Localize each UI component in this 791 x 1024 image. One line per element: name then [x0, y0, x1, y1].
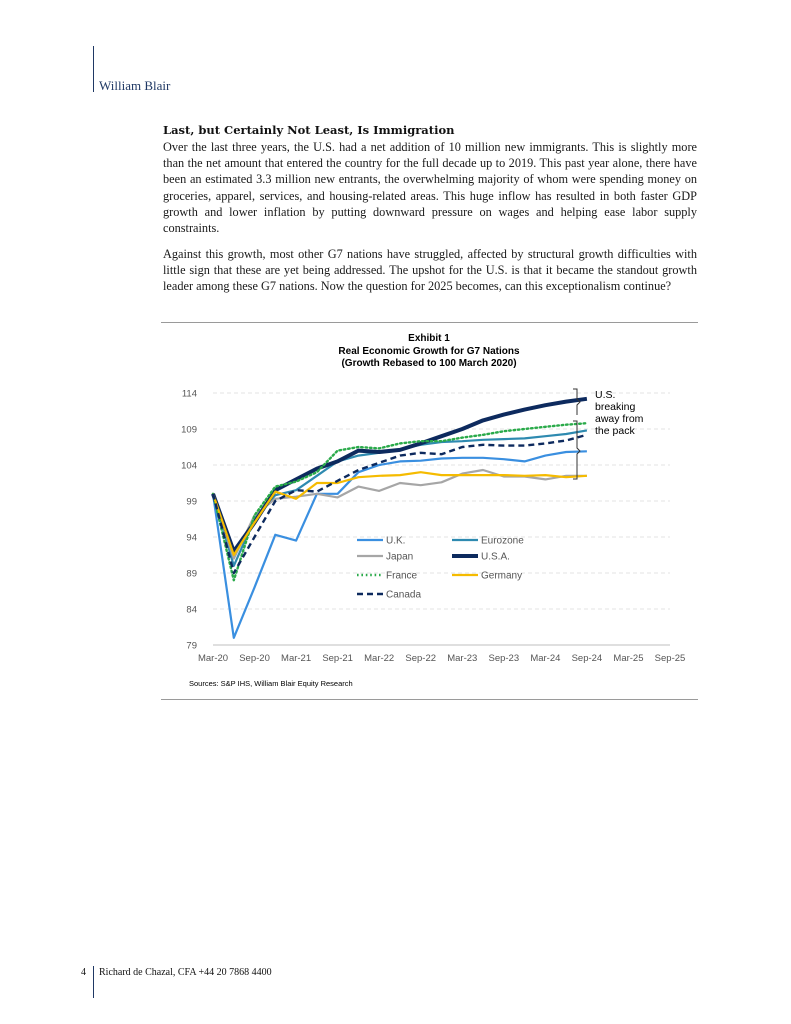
- y-tick-label: 89: [186, 568, 197, 580]
- x-tick-label: Sep-20: [239, 653, 270, 664]
- x-tick-label: Mar-24: [530, 653, 561, 664]
- x-tick-label: Mar-22: [364, 653, 395, 664]
- brand-name: William Blair: [99, 78, 171, 93]
- legend-label: France: [386, 570, 418, 582]
- x-tick-label: Sep-22: [405, 653, 437, 664]
- x-tick-label: Sep-23: [488, 653, 520, 664]
- exhibit-chart: [161, 323, 698, 698]
- annotation-line-3: away from: [595, 413, 644, 425]
- y-tick-label: 104: [181, 460, 197, 472]
- exhibit-bottom-rule: [161, 699, 698, 700]
- x-tick-label: Sep-25: [654, 653, 686, 664]
- annotation-bracket-bottom: [573, 421, 580, 479]
- y-tick-label: 114: [181, 388, 197, 400]
- legend-label: Canada: [386, 589, 422, 601]
- y-tick-label: 79: [186, 640, 197, 652]
- y-tick-label: 84: [186, 604, 197, 616]
- y-tick-label: 99: [186, 496, 197, 508]
- header-rule: [93, 46, 94, 92]
- page-number: 4: [81, 967, 86, 978]
- x-tick-label: Mar-21: [281, 653, 312, 664]
- y-tick-label: 94: [186, 532, 197, 544]
- paragraph-2: Against this growth, most other G7 nations have struggled, affected by structural growth difficulties with little sign that these are yet being addressed. The upshot for the U.S. is that it became the standout growth leader among these G7 nations. Now the question for 2025 becomes, can this exceptionalism continue?: [163, 247, 697, 294]
- annotation-line-2: breaking: [595, 401, 636, 413]
- chart-subtitle: (Growth Rebased to 100 March 2020): [341, 358, 517, 369]
- legend-label: U.S.A.: [481, 551, 510, 563]
- paragraph-1: Over the last three years, the U.S. had a net addition of 10 million new immigrants. This is slightly more than the net amount that entered the country for the full decade up to 2019. This past year alone, there have been an estimated 3.3 million new entrants, the overwhelming majority of whom were spending money on groceries, apparel, services, and housing-related areas. This huge inflow has resulted in both faster GDP growth and lower inflation by putting downward pressure on wages and helping ease labor supply constraints.: [163, 140, 697, 236]
- x-tick-label: Mar-23: [447, 653, 478, 664]
- y-tick-label: 109: [181, 424, 197, 436]
- legend-label: Germany: [481, 570, 523, 582]
- author-line: Richard de Chazal, CFA +44 20 7868 4400: [99, 967, 272, 978]
- section-title: Last, but Certainly Not Least, Is Immigration: [163, 123, 455, 137]
- x-tick-label: Mar-20: [197, 653, 229, 664]
- exhibit-label: Exhibit 1: [408, 333, 450, 344]
- legend-label: Japan: [386, 551, 414, 563]
- legend-label: U.K.: [386, 535, 406, 547]
- legend-label: Eurozone: [481, 535, 524, 547]
- x-tick-label: Sep-24: [571, 653, 603, 664]
- chart-source: Sources: S&P IHS, William Blair Equity Research: [189, 679, 353, 688]
- annotation-line-4: the pack: [595, 425, 635, 437]
- x-tick-label: Mar-25: [613, 653, 644, 664]
- x-tick-label: Sep-21: [322, 653, 353, 664]
- footer-rule: [93, 966, 94, 998]
- chart-title: Real Economic Growth for G7 Nations: [338, 346, 520, 357]
- annotation-line-1: U.S.: [595, 389, 616, 401]
